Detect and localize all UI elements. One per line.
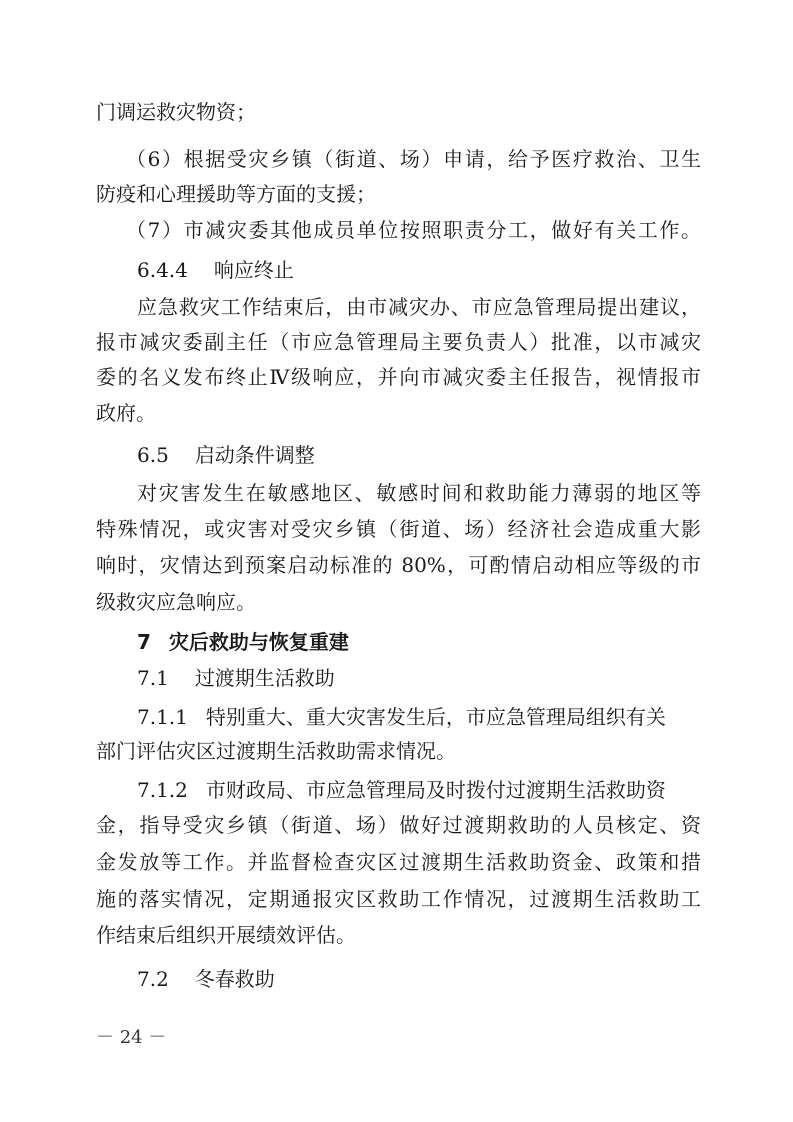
subsection-7-1-2 — [137, 777, 742, 803]
paragraph-line: 部门评估灾区过渡期生活救助需求情况。 — [96, 739, 456, 763]
chapter-number: 7 — [137, 630, 151, 654]
section-number: 7.1 — [137, 666, 169, 690]
paragraph-line: 响时，灾情达到预案启动标准的 80%，可酌情启动相应等级的市 — [96, 553, 701, 577]
paragraph-line: 对灾害发生在敏感地区、敏感时间和救助能力薄弱的地区等 — [137, 481, 701, 505]
paragraph-line: 级救灾应急响应。 — [96, 590, 256, 614]
subsection-number: 7.1.2 — [137, 778, 188, 802]
paragraph-line: （6）根据受灾乡镇（街道、场）申请，给予医疗救治、卫生 — [126, 147, 701, 171]
section-title: 启动条件调整 — [194, 443, 315, 467]
chapter-title: 灾后救助与恢复重建 — [168, 630, 349, 654]
paragraph-line: 特殊情况，或灾害对受灾乡镇（街道、场）经济社会造成重大影 — [96, 517, 701, 541]
subsection-7-1-1 — [137, 704, 742, 730]
paragraph-line: 金发放等工作。并监督检查灾区过渡期生活救助资金、政策和措 — [96, 850, 701, 874]
section-title: 冬春救助 — [194, 967, 275, 991]
subsection-number: 7.1.1 — [137, 705, 188, 729]
section-heading-7-1 — [137, 665, 742, 691]
section-heading-6-4-4 — [137, 257, 742, 283]
paragraph-line: 门调运救灾物资； — [96, 100, 256, 124]
section-heading-6-5 — [137, 442, 742, 468]
section-heading-7-2 — [137, 966, 742, 992]
paragraph-line: 政府。 — [96, 401, 156, 425]
paragraph-line: （7）市减灾委其他成员单位按照职责分工，做好有关工作。 — [126, 218, 701, 242]
page-number: － 24 － — [96, 1027, 167, 1048]
subsection-text: 市财政局、市应急管理局及时拨付过渡期生活救助资 — [205, 778, 666, 802]
section-title: 过渡期生活救助 — [194, 666, 335, 690]
section-number: 6.5 — [137, 443, 169, 467]
section-number: 7.2 — [137, 967, 169, 991]
paragraph-line: 施的落实情况，定期通报灾区救助工作情况，过渡期生活救助工 — [96, 887, 701, 911]
paragraph-line: 应急救灾工作结束后，由市减灾办、市应急管理局提出建议， — [137, 295, 701, 319]
paragraph-line: 作结束后组织开展绩效评估。 — [96, 923, 356, 947]
paragraph-line: 金，指导受灾乡镇（街道、场）做好过渡期救助的人员核定、资 — [96, 813, 701, 837]
chapter-heading-7 — [137, 629, 742, 655]
paragraph-line: 报市减灾委副主任（市应急管理局主要负责人）批准，以市减灾 — [96, 330, 701, 354]
paragraph-line: 委的名义发布终止Ⅳ级响应，并向市减灾委主任报告，视情报市 — [96, 365, 701, 389]
subsection-text: 特别重大、重大灾害发生后，市应急管理局组织有关 — [205, 705, 666, 729]
paragraph-line: 防疫和心理援助等方面的支援； — [96, 182, 376, 206]
section-number: 6.4.4 — [137, 258, 188, 282]
section-title: 响应终止 — [213, 258, 294, 282]
